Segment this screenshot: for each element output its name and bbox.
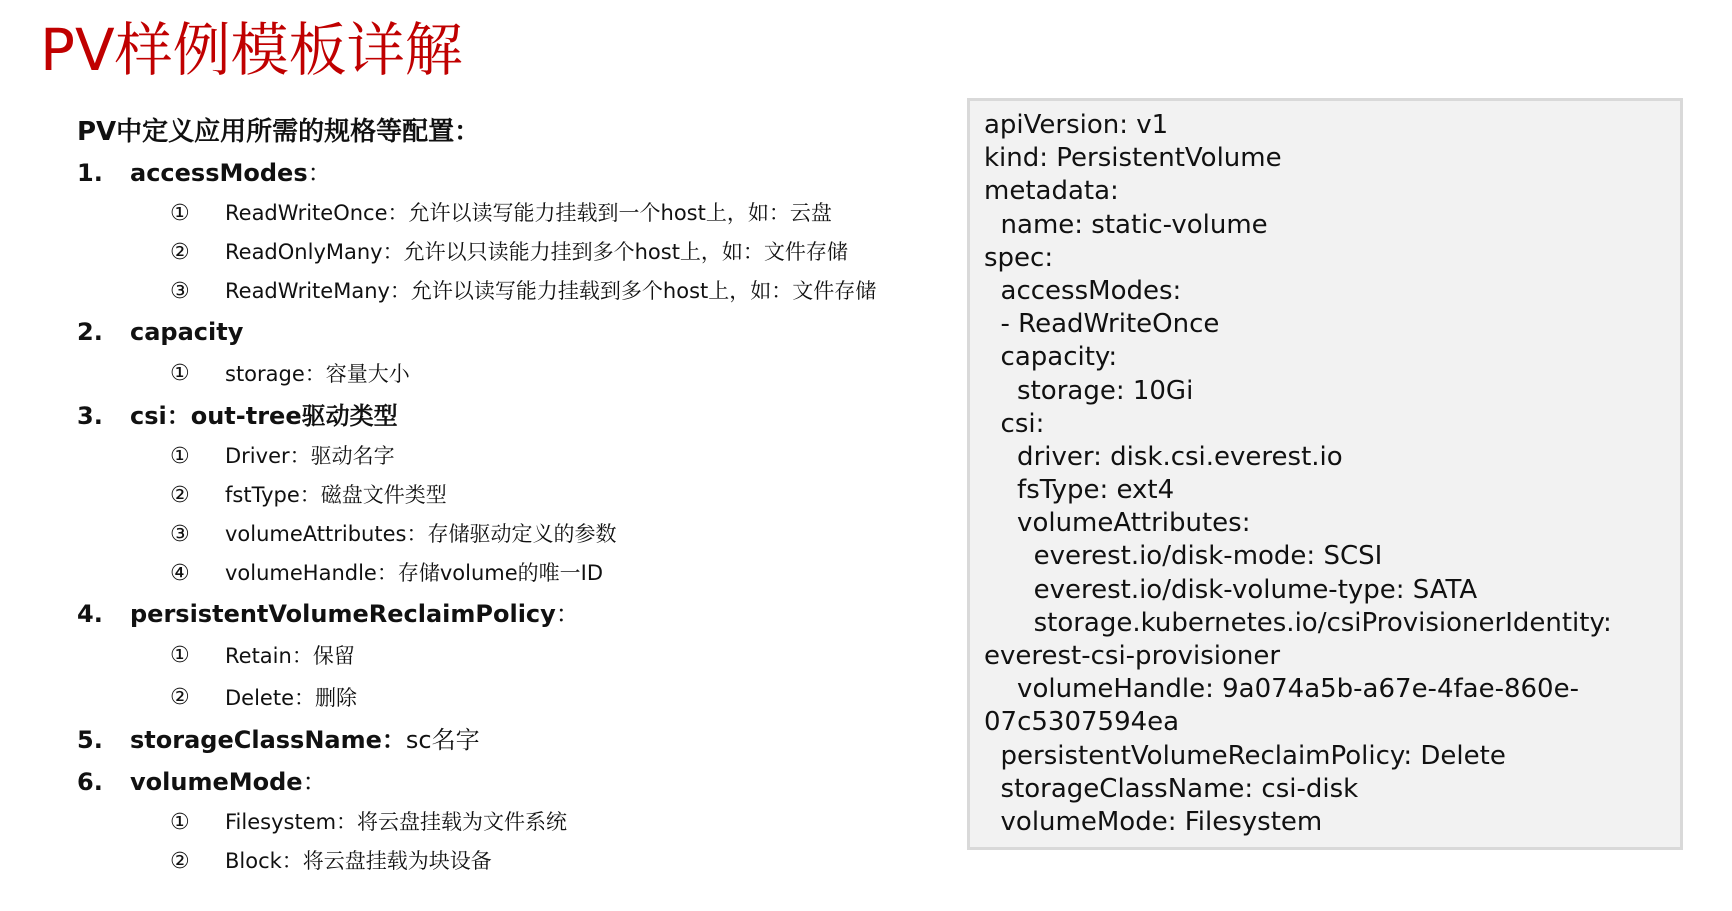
- code-line: apiVersion: v1: [984, 110, 1169, 140]
- page-title: PV样例模板详解: [40, 16, 463, 84]
- section-number: 6.: [77, 768, 103, 796]
- section-number: 1.: [77, 159, 103, 187]
- section-suffix: sc名字: [405, 726, 480, 754]
- section-suffix: ：: [307, 159, 332, 187]
- code-line: capacity:: [984, 342, 1118, 373]
- code-line: 07c5307594ea: [984, 707, 1180, 738]
- section-name: accessModes: [130, 159, 308, 187]
- intro-heading: PV中定义应用所需的规格等配置：: [77, 117, 481, 147]
- list-item-text: Driver：驱动名字: [225, 444, 395, 468]
- section-access-modes: [77, 152, 947, 194]
- section-name: persistentVolumeReclaimPolicy: [130, 600, 556, 628]
- circled-number: ④: [170, 561, 190, 586]
- list-item-text: ReadOnlyMany：允许以只读能力挂到多个host上，如：文件存储: [225, 240, 848, 264]
- list-item-text: volumeHandle：存储volume的唯一ID: [225, 561, 604, 585]
- section-name: storageClassName：: [130, 726, 406, 754]
- section-label: [130, 395, 398, 437]
- circled-number: ①: [170, 201, 190, 226]
- section-label: [130, 311, 243, 353]
- code-line: everest.io/disk-volume-type: SATA: [984, 574, 1478, 605]
- section-label: [130, 152, 332, 194]
- code-line: everest-csi-provisioner: [984, 641, 1281, 671]
- circled-number: ①: [170, 810, 190, 835]
- list-item: [77, 476, 947, 515]
- list-item: [77, 272, 947, 311]
- list-item: [77, 437, 947, 476]
- list-item: [77, 554, 947, 593]
- code-line: volumeAttributes:: [984, 508, 1251, 539]
- list-item: [77, 803, 947, 842]
- list-item-text: fstType：磁盘文件类型: [225, 483, 447, 507]
- section-suffix: ：: [555, 600, 580, 628]
- list-item-text: Filesystem：将云盘挂载为文件系统: [225, 810, 568, 834]
- section-storage-class-name: [77, 719, 947, 761]
- section-number: 2.: [77, 318, 103, 346]
- code-line: everest.io/disk-mode: SCSI: [984, 541, 1383, 572]
- code-line: storage: 10Gi: [984, 375, 1194, 406]
- code-line: kind: PersistentVolume: [984, 143, 1282, 174]
- section-name: csi：out-tree驱动类型: [130, 402, 398, 430]
- circled-number: ①: [170, 643, 190, 668]
- list-item: [77, 635, 947, 677]
- list-item: [77, 233, 947, 272]
- section-label: [130, 761, 327, 803]
- code-line: name: static-volume: [984, 209, 1268, 240]
- section-reclaim-policy: [77, 593, 947, 635]
- list-item-text: storage：容量大小: [225, 362, 410, 386]
- list-item-text: Retain：保留: [225, 644, 355, 668]
- code-line: csi:: [984, 408, 1045, 439]
- list-item-text: ReadWriteMany：允许以读写能力挂载到多个host上，如：文件存储: [225, 279, 877, 303]
- circled-number: ③: [170, 279, 190, 304]
- yaml-code-block: [967, 98, 1683, 850]
- code-line: volumeMode: Filesystem: [984, 806, 1323, 837]
- list-item: [77, 515, 947, 554]
- code-line: storage.kubernetes.io/csiProvisionerIdentity:: [984, 607, 1612, 638]
- section-name: capacity: [130, 318, 244, 346]
- code-line: persistentVolumeReclaimPolicy: Delete: [984, 740, 1506, 771]
- section-volume-mode: [77, 761, 947, 803]
- list-item: [77, 194, 947, 233]
- circled-number: ①: [170, 361, 190, 386]
- spec-list: [77, 112, 947, 881]
- section-csi: [77, 395, 947, 437]
- section-number: 5.: [77, 726, 103, 754]
- list-item-text: Block：将云盘挂载为块设备: [225, 849, 492, 873]
- list-item: [77, 353, 947, 395]
- section-label: [130, 593, 580, 635]
- circled-number: ②: [170, 483, 190, 508]
- section-number: 3.: [77, 402, 103, 430]
- section-suffix: ：: [302, 768, 327, 796]
- code-line: spec:: [984, 242, 1054, 273]
- code-line: - ReadWriteOnce: [984, 309, 1220, 340]
- list-item-text: Delete：删除: [225, 686, 357, 710]
- code-line: volumeHandle: 9a074a5b-a67e-4fae-860e-: [984, 674, 1579, 705]
- circled-number: ②: [170, 685, 190, 710]
- code-line: fsType: ext4: [984, 475, 1175, 506]
- circled-number: ①: [170, 444, 190, 469]
- section-label: [130, 719, 480, 761]
- code-line: metadata:: [984, 176, 1119, 207]
- list-item-text: volumeAttributes：存储驱动定义的参数: [225, 522, 617, 546]
- circled-number: ③: [170, 522, 190, 547]
- code-line: accessModes:: [984, 275, 1182, 306]
- section-capacity: [77, 311, 947, 353]
- code-line: driver: disk.csi.everest.io: [984, 441, 1343, 472]
- section-number: 4.: [77, 600, 103, 628]
- code-line: storageClassName: csi-disk: [984, 773, 1359, 804]
- list-item: [77, 842, 947, 881]
- circled-number: ②: [170, 849, 190, 874]
- section-name: volumeMode: [130, 768, 303, 796]
- list-item: [77, 677, 947, 719]
- circled-number: ②: [170, 240, 190, 265]
- list-item-text: ReadWriteOnce：允许以读写能力挂载到一个host上，如：云盘: [225, 201, 832, 225]
